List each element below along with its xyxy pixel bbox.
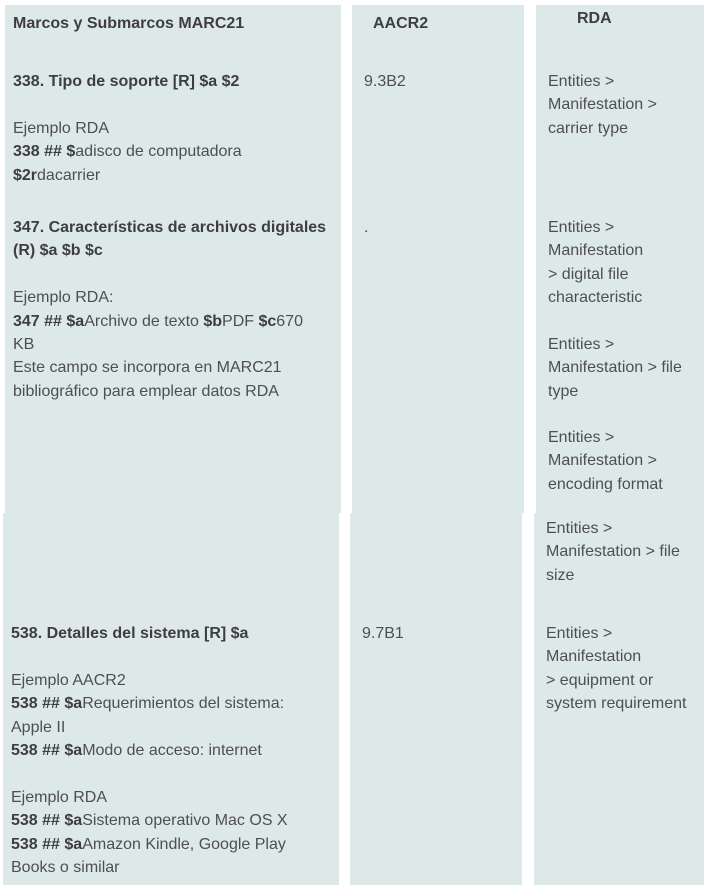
col-aacr2-bg-bottom xyxy=(350,513,522,885)
example-label: Ejemplo RDA xyxy=(13,119,110,137)
note-text: bibliográfico para emplear datos RDA xyxy=(13,382,279,400)
row-338-rda: Entities > Manifestation > carrier type xyxy=(548,73,657,137)
row-347-marc: 347. Características de archivos digitales (R) $a $b $c Ejemplo RDA: 347 ## $aArchivo de texto $bPDF $c670 KB Este campo se incorpora en MARC21 bibliográfico para emplear datos RDA xyxy=(13,216,326,403)
row-538-rda: Entities > Manifestation > equipment or system requirement xyxy=(546,625,687,713)
header-marc: Marcos y Submarcos MARC21 xyxy=(13,15,245,32)
row-538-aacr2: 9.7B1 xyxy=(362,625,404,642)
row-347-rda-c: Entities > Manifestation > encoding format xyxy=(548,429,663,493)
example-line: $2rdacarrier xyxy=(13,166,101,184)
row-538-marc: 538. Detalles del sistema [R] $a Ejemplo AACR2 538 ## $aRequerimientos del sistema: Apple II 538 ## $aModo de acceso: internet Ejemplo RDA 538 ## $aSistema operativo Mac OS X 538 ## $aAmazon Kindle, Google Play Books o similar xyxy=(11,625,288,877)
field-538-title: 538. Detalles del sistema [R] $a xyxy=(11,625,249,642)
row-338-aacr2: 9.3B2 xyxy=(364,73,406,90)
row-filesize-rda: Entities > Manifestation > file size xyxy=(546,520,680,584)
row-347-rda-b: Entities > Manifestation > file type xyxy=(548,336,682,400)
example-label: Ejemplo RDA: xyxy=(13,289,114,307)
example-label: Ejemplo AACR2 xyxy=(11,671,126,689)
example-line: 538 ## $aAmazon Kindle, Google Play xyxy=(11,835,286,853)
field-347-title: 347. Características de archivos digitales xyxy=(13,219,327,236)
example-label: Ejemplo RDA xyxy=(11,788,108,806)
example-line: 338 ## $adisco de computadora xyxy=(13,143,242,161)
row-347-rda-a: Entities > Manifestation > digital file characteristic xyxy=(548,219,644,307)
row-347-aacr2: . xyxy=(364,219,369,236)
example-line: 538 ## $aRequerimientos del sistema: xyxy=(11,695,285,713)
field-338-title: 338. Tipo de soporte [R] $a $2 xyxy=(13,73,240,90)
example-line: 538 ## $aSistema operativo Mac OS X xyxy=(11,812,288,830)
header-rda: RDA xyxy=(577,10,612,27)
header-aacr2: AACR2 xyxy=(373,15,429,32)
row-338-marc xyxy=(13,70,242,187)
example-line: 538 ## $aModo de acceso: internet xyxy=(11,742,262,760)
note-text: Este campo se incorpora en MARC21 xyxy=(13,359,282,377)
example-line: 347 ## $aArchivo de texto $bPDF $c670 xyxy=(13,312,303,330)
